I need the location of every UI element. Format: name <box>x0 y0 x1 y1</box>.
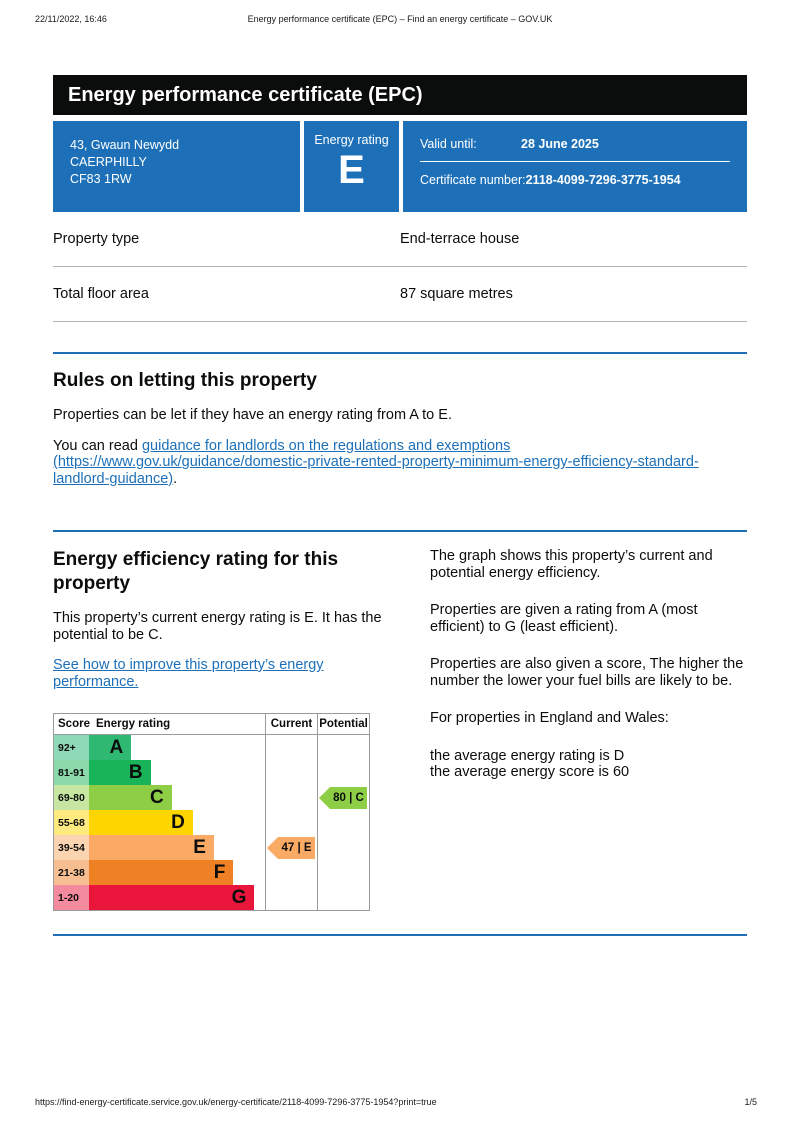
band-bar-cell <box>89 885 265 910</box>
property-summary-list <box>53 212 747 322</box>
chart-column-score: Score <box>58 718 90 730</box>
average-rating-line: the average energy rating is D <box>430 747 625 764</box>
current-rating-cell <box>265 835 317 860</box>
summary-label: Total floor area <box>53 286 149 302</box>
band-bar-cell <box>89 785 265 810</box>
rating-marker-arrow <box>267 837 315 859</box>
chart-column-rating: Energy rating <box>96 718 171 730</box>
band-bar <box>89 885 254 910</box>
section-divider <box>53 934 747 936</box>
current-rating-cell <box>265 785 317 810</box>
band-letter: B <box>128 761 143 783</box>
section-divider <box>53 530 747 532</box>
certificate-number: 2118-4099-7296-3775-1954 <box>525 173 681 187</box>
section-divider <box>53 352 747 354</box>
current-rating-cell <box>265 885 317 910</box>
epc-chart-rows <box>54 735 369 910</box>
guidance-prefix: You can read <box>53 437 142 454</box>
epc-band-row <box>54 735 369 760</box>
band-letter: C <box>149 786 164 808</box>
energy-efficiency-rating-section <box>53 548 747 911</box>
potential-rating-cell <box>317 810 369 835</box>
band-score-range: 21-38 <box>54 860 89 885</box>
band-score-range: 81-91 <box>54 760 89 785</box>
epc-band-row <box>54 785 369 810</box>
rating-marker-label: 47 | E <box>278 837 315 859</box>
guidance-paragraph <box>53 438 747 488</box>
page-title: Energy performance certificate (EPC) <box>53 75 747 115</box>
summary-row-floor-area <box>53 267 747 322</box>
property-address-box <box>53 121 300 212</box>
national-averages <box>430 748 747 781</box>
band-bar-cell <box>89 735 265 760</box>
energy-rating-box <box>304 121 399 212</box>
band-bar-cell <box>89 810 265 835</box>
rules-on-letting-section <box>53 369 747 487</box>
band-bar <box>89 785 172 810</box>
chart-column-current: Current <box>265 714 317 734</box>
potential-rating-cell <box>317 735 369 760</box>
address-line-3: CF83 1RW <box>70 172 132 186</box>
rating-explainer: Properties are also given a score, The higher the number the lower your fuel bills are likely to be. <box>430 656 744 689</box>
epc-band-row <box>54 860 369 885</box>
rating-explainer: For properties in England and Wales: <box>430 710 669 726</box>
band-bar <box>89 860 233 885</box>
current-rating-cell <box>265 860 317 885</box>
summary-value: 87 square metres <box>400 286 513 302</box>
band-letter: F <box>213 861 226 883</box>
print-url: https://find-energy-certificate.service.gov.uk/energy-certificate/2118-4099-7296-3775-1954?print=true <box>35 1097 437 1107</box>
epc-band-row <box>54 835 369 860</box>
address-line-2: CAERPHILLY <box>70 155 147 169</box>
band-letter: E <box>193 836 206 858</box>
energy-rating-value: E <box>338 148 365 192</box>
rating-explainer: The graph shows this property’s current and potential energy efficiency. <box>430 548 713 581</box>
epc-band-row <box>54 810 369 835</box>
summary-row-property-type <box>53 212 747 267</box>
print-page-number: 1/5 <box>744 1097 757 1107</box>
potential-rating-cell <box>317 760 369 785</box>
potential-rating-cell <box>317 885 369 910</box>
band-score-range: 1-20 <box>54 885 89 910</box>
energy-rating-label: Energy rating <box>314 133 389 147</box>
validity-box <box>403 121 747 212</box>
band-letter: G <box>231 886 247 908</box>
print-datetime: 22/11/2022, 16:46 <box>35 14 107 24</box>
print-page-title: Energy performance certificate (EPC) – Find an energy certificate – GOV.UK <box>247 14 553 24</box>
summary-value: End-terrace house <box>400 231 520 247</box>
band-score-range: 55-68 <box>54 810 89 835</box>
current-rating-cell <box>265 760 317 785</box>
rating-intro: This property’s current energy rating is E. It has the potential to be C. <box>53 610 382 643</box>
rating-left-column <box>53 548 390 911</box>
summary-label: Property type <box>53 231 140 247</box>
potential-rating-cell <box>317 785 369 810</box>
valid-until-label: Valid until: <box>420 137 477 151</box>
band-score-range: 92+ <box>54 735 89 760</box>
band-score-range: 69-80 <box>54 785 89 810</box>
band-bar-cell <box>89 835 265 860</box>
address-line-1: 43, Gwaun Newydd <box>70 138 180 152</box>
band-bar <box>89 810 193 835</box>
validity-divider <box>420 161 730 162</box>
landlord-guidance-link[interactable]: guidance for landlords on the regulations and exemptions (https://www.gov.uk/guidance/domestic-private-rented-property-minimum-energy-efficiency-standard-landlord-guidance) <box>53 437 699 487</box>
certificate-summary-boxes <box>53 121 747 212</box>
epc-chart <box>53 713 370 911</box>
potential-rating-cell <box>317 860 369 885</box>
potential-rating-cell <box>317 835 369 860</box>
band-bar <box>89 735 131 760</box>
arrow-head-icon <box>319 787 330 809</box>
rating-explainer: Properties are given a rating from A (most efficient) to G (least efficient). <box>430 602 698 635</box>
current-rating-cell <box>265 810 317 835</box>
band-score-range: 39-54 <box>54 835 89 860</box>
rules-paragraph: Properties can be let if they have an energy rating from A to E. <box>53 407 452 423</box>
browser-print-header <box>0 14 800 28</box>
band-letter: A <box>109 736 124 758</box>
arrow-head-icon <box>267 837 278 859</box>
band-bar-cell <box>89 860 265 885</box>
current-rating-cell <box>265 735 317 760</box>
epc-band-row <box>54 885 369 910</box>
certificate-number-label: Certificate number: <box>420 173 526 187</box>
band-bar <box>89 760 151 785</box>
band-bar-cell <box>89 760 265 785</box>
average-score-line: the average energy score is 60 <box>430 764 630 780</box>
epc-band-row <box>54 760 369 785</box>
band-bar <box>89 835 214 860</box>
band-letter: D <box>171 811 185 833</box>
guidance-suffix: . <box>173 470 178 487</box>
rating-marker-label: 80 | C <box>330 787 367 809</box>
valid-until-date: 28 June 2025 <box>521 137 599 151</box>
rating-marker-arrow <box>319 787 367 809</box>
rating-heading: Energy efficiency rating for this property <box>53 549 339 594</box>
rules-heading: Rules on letting this property <box>53 370 317 391</box>
certificate-page <box>53 75 747 936</box>
chart-column-potential: Potential <box>317 714 369 734</box>
rating-right-column <box>430 548 747 911</box>
improve-performance-link[interactable]: See how to improve this property’s energy performance. <box>53 657 324 690</box>
epc-chart-header <box>54 714 369 735</box>
